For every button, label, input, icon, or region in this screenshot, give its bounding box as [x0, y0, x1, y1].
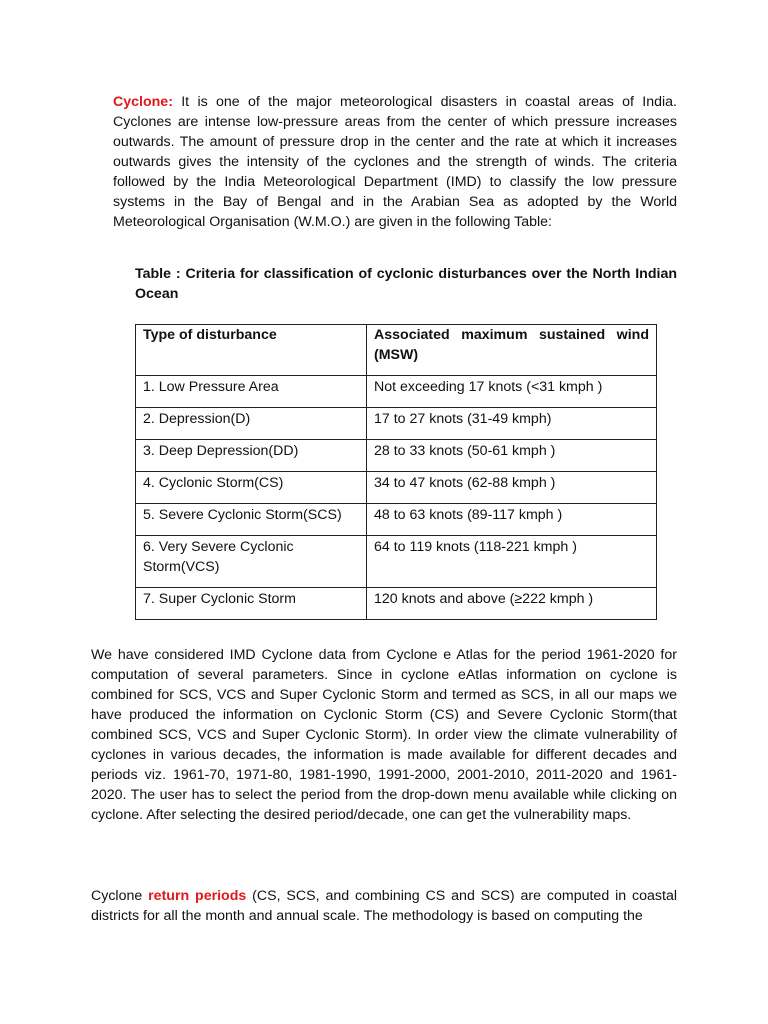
wind-speed-cell: 64 to 119 knots (118-221 kmph )	[367, 536, 657, 588]
wind-speed-cell: 28 to 33 knots (50-61 kmph )	[367, 440, 657, 472]
header-type: Type of disturbance	[136, 325, 367, 376]
cyclone-term: Cyclone:	[113, 94, 173, 110]
table-row	[136, 588, 657, 620]
table-row	[136, 376, 657, 408]
wind-speed-cell: Not exceeding 17 knots (<31 kmph )	[367, 376, 657, 408]
para3-text-after: (CS, SCS, and combining CS and SCS) are computed in coastal districts for all the month and annual scale. The methodology is based on computing the	[91, 888, 677, 924]
return-periods-paragraph	[91, 886, 677, 926]
wind-speed-cell: 34 to 47 knots (62-88 kmph )	[367, 472, 657, 504]
table-row	[136, 408, 657, 440]
disturbance-type-cell: 7. Super Cyclonic Storm	[136, 588, 367, 620]
intro-text: It is one of the major meteorological disasters in coastal areas of India. Cyclones are intense low-pressure areas from the center of which pressure increases outwards. The amount of pressure drop in the center and the rate at which it increases outwards gives the intensity of the cyclones and the strength of winds. The criteria followed by the India Meteorological Department (IMD) to classify the low pressure systems in the Bay of Bengal and in the Arabian Sea as adopted by the World Meteorological Organisation (W.M.O.) are given in the following Table:	[113, 94, 677, 230]
header-msw: Associated maximum sustained wind (MSW)	[367, 325, 657, 376]
intro-paragraph	[113, 92, 677, 232]
data-source-paragraph: We have considered IMD Cyclone data from Cyclone e Atlas for the period 1961-2020 for computation of several parameters. Since in cyclone eAtlas information on cyclone is combined for SCS, VCS and Super Cyclonic Storm and termed as SCS, in all our maps we have produced the information on Cyclonic Storm (CS) and Severe Cyclonic Storm(that combined SCS, VCS and Super Cyclonic Storm). In order view the climate vulnerability of cyclones in various decades, the information is made available for different decades and periods viz. 1961-70, 1971-80, 1981-1990, 1991-2000, 2001-2010, 2011-2020 and 1961-2020. The user has to select the period from the drop-down menu available while clicking on cyclone. After selecting the desired period/decade, one can get the vulnerability maps.	[91, 647, 677, 823]
table-row	[136, 472, 657, 504]
table-caption: Table : Criteria for classification of cyclonic disturbances over the North Indian Ocean	[135, 266, 677, 302]
table-header-row	[136, 325, 657, 376]
disturbance-type-cell: 5. Severe Cyclonic Storm(SCS)	[136, 504, 367, 536]
disturbance-type-cell: 3. Deep Depression(DD)	[136, 440, 367, 472]
table-row	[136, 536, 657, 588]
disturbance-type-cell: 4. Cyclonic Storm(CS)	[136, 472, 367, 504]
disturbance-type-cell: 2. Depression(D)	[136, 408, 367, 440]
classification-table-wrapper	[135, 324, 657, 620]
disturbance-type-cell: 6. Very Severe Cyclonic Storm(VCS)	[136, 536, 367, 588]
disturbance-type-cell: 1. Low Pressure Area	[136, 376, 367, 408]
classification-table	[135, 324, 657, 620]
wind-speed-cell: 48 to 63 knots (89-117 kmph )	[367, 504, 657, 536]
wind-speed-cell: 17 to 27 knots (31-49 kmph)	[367, 408, 657, 440]
table-row	[136, 440, 657, 472]
table-row	[136, 504, 657, 536]
return-periods-term: return periods	[148, 888, 247, 904]
wind-speed-cell: 120 knots and above (≥222 kmph )	[367, 588, 657, 620]
para3-text-before: Cyclone	[91, 888, 149, 904]
